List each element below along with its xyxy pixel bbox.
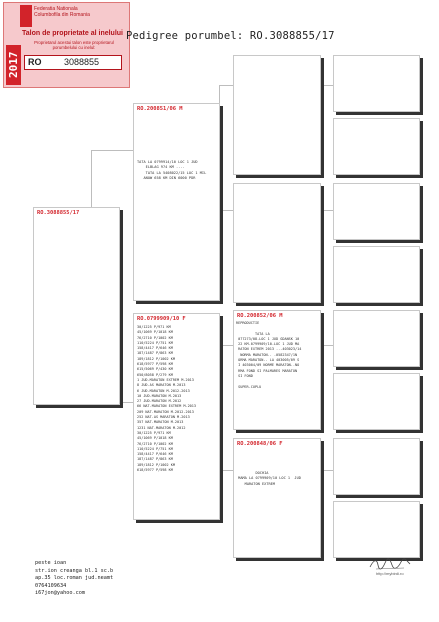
connector-main-sire (91, 150, 133, 151)
pedigree-card-gg-5 (333, 310, 420, 367)
notes-sire: TATA LA 0799914/10 LOC 1 JUD ELBLAG 974 KM .... TATA LA 5408022/15 LOC 1 MIL ANOW 658 KM DIN 6000 PDR (137, 160, 207, 181)
connector-sire-down (219, 210, 233, 211)
ring-number-dam-dam: RO.200848/06 F (237, 441, 283, 447)
pedigree-card-gg-8 (333, 501, 420, 558)
pedigree-card-gg-7 (333, 438, 420, 495)
connector-g3-3 (321, 345, 333, 346)
connector-sire-up (219, 85, 233, 86)
ring-number-sire: RO.200851/06 M (137, 106, 183, 112)
pedigree-card-sire (133, 103, 220, 301)
stamp-ring-prefix: RO (28, 57, 42, 67)
notes-dam-sire: REPRODUCTIE TATA LA 077273/08-LOC 1 JUD GDANSK 10 22 KM-0799909/10-LOC 1 JUD MA RATON EXTREM 2013 ..-403023/14 NORMA MARATON.. -0582347/1N ORMA MARATON.. LA 403005/09 S I 403004/09 NORME MARATON..NO RMA FOND SI PALMARES MARATON SI FOND SUPER-CUPLU (236, 321, 302, 389)
website-link[interactable]: http://mybirdi.ro (376, 571, 404, 576)
ring-number-dam-sire: RO.200852/06 M (237, 313, 283, 319)
stamp-federation-header: Federatia Nationala Columbofila din Romania (34, 6, 90, 18)
pedigree-card-gg-4 (333, 246, 420, 303)
connector-g3-1 (321, 85, 333, 86)
pedigree-card-main (33, 207, 120, 405)
signature-icon (368, 556, 412, 572)
pedigree-card-sire-dam (233, 183, 321, 303)
stamp-subtitle: Proprietarul acestui talon este proprietarul porumbelului cu inelul: (34, 40, 114, 50)
pedigree-title: Pedigree porumbel: RO.3088855/17 (126, 30, 335, 42)
pedigree-card-gg-3 (333, 183, 420, 240)
pedigree-card-gg-1 (333, 55, 420, 112)
ring-ownership-stamp (3, 2, 130, 88)
pedigree-card-gg-6 (333, 373, 420, 430)
connector-g3-2 (321, 210, 333, 211)
connector-g3-4 (321, 470, 333, 471)
breeder-email[interactable]: i67jon@yahoo.com (35, 590, 85, 597)
connector-dam-up (219, 345, 233, 346)
stamp-title: Talon de proprietate al inelului (22, 30, 123, 37)
connector-dam-down (219, 470, 233, 471)
ring-number-main: RO.3088855/17 (37, 210, 80, 216)
pedigree-card-dam (133, 313, 220, 520)
breeder-phone: 0764109634 (35, 582, 67, 589)
breeder-address-2: ap.35 loc.roman jud.neamt (35, 575, 114, 582)
breeder-contact (35, 560, 113, 598)
breeder-address-1: str.ion creanga bl.1 sc.b (35, 567, 114, 574)
results-dam: 30/1225 P/971 KM 45/1069 P/1018 KM 76/2710 P/1002 KM 110/5224 P/751 KM 158/4417 P/646 KM 187/1487 P/863 KM 189/1812 P/1002 KM 618/5977 P/598 KM 615/5069 P/430 KM 650/8058 P/279 KM 1 JUD.MARATON EXTREM M.2013 8 JUD.AS MARATON M.2013 6 JUD.MARATON M.2012-2013 10 JUD.MARATON M.2013 27 JUD.MARATON M.2012 66 NAT.MARATON EXTREM M.2013 209 NAT.MARATON M.2012-2013 252 NAT.AS MARATON M.2013 357 NAT.MARATON M.2013 1231 NAT.MARATON M.2012 30/1225 P/971 KM 45/1069 P/1018 KM 76/2710 P/1002 KM 110/5224 P/751 KM 158/4417 P/646 KM 187/1487 P/863 KM 189/1812 P/1002 KM 618/5977 P/598 KM (137, 325, 197, 473)
pedigree-card-gg-2 (333, 118, 420, 175)
notes-dam-dam: DOCHIA MAMA LA 0799909/10 LOC 1 JUD MARATON EXTREM (238, 471, 301, 486)
pedigree-card-dam-dam (233, 438, 321, 558)
breeder-name: peste ioan (35, 560, 67, 566)
stamp-year: 2017 (6, 45, 21, 85)
pedigree-card-sire-sire (233, 55, 321, 175)
pedigree-card-dam-sire (233, 310, 321, 430)
ring-number-dam: RO.0799909/10 F (137, 316, 186, 322)
romania-flag-icon (20, 5, 32, 27)
stamp-ring-number: 3088855 (64, 57, 100, 67)
